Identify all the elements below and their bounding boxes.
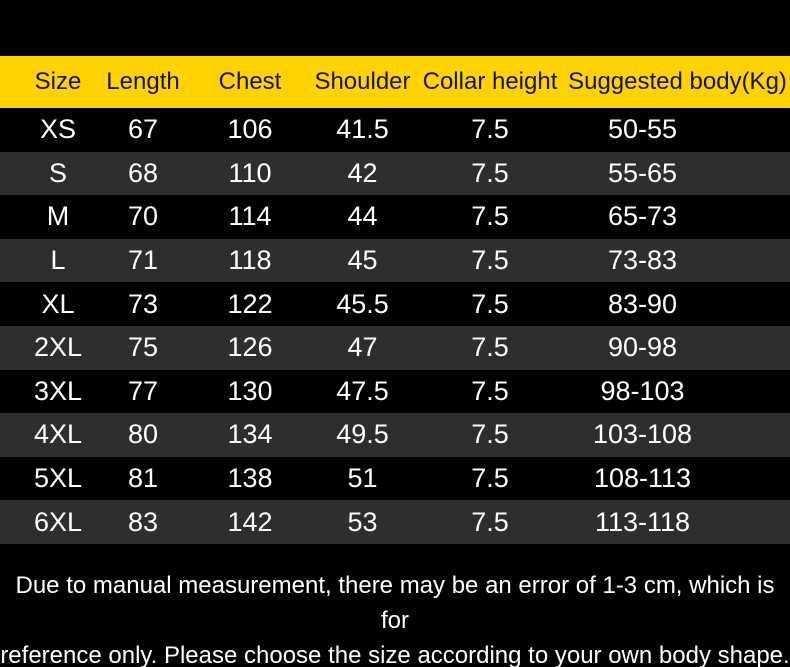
cell-shoulder: 53 [347, 506, 378, 537]
cell-collar-height: 7.5 [471, 419, 509, 450]
cell-suggested-body: 103-108 [592, 419, 693, 450]
header-size: Size [34, 68, 82, 95]
cell-shoulder: 47 [347, 332, 378, 363]
cell-collar-height: 7.5 [471, 463, 509, 494]
cell-size: 4XL [33, 419, 83, 450]
table-row [0, 370, 790, 414]
cell-collar-height: 7.5 [471, 157, 509, 188]
cell-length: 73 [127, 288, 159, 319]
cell-collar-height: 7.5 [471, 506, 509, 537]
cell-chest: 126 [227, 332, 273, 363]
cell-shoulder: 51 [347, 463, 378, 494]
cell-suggested-body: 90-98 [607, 332, 678, 363]
cell-suggested-body: 50-55 [607, 114, 678, 145]
header-length: Length [106, 68, 180, 95]
cell-length: 80 [127, 419, 159, 450]
cell-size: 3XL [33, 375, 83, 406]
cell-shoulder: 47.5 [336, 375, 389, 406]
cell-collar-height: 7.5 [471, 332, 509, 363]
cell-length: 71 [127, 245, 159, 276]
table-row [0, 152, 790, 196]
table-body [0, 108, 790, 544]
cell-length: 68 [127, 157, 159, 188]
disclaimer [0, 544, 790, 667]
table-row [0, 326, 790, 370]
cell-shoulder: 42 [347, 157, 378, 188]
cell-chest: 130 [227, 375, 273, 406]
table-row [0, 195, 790, 239]
cell-shoulder: 45.5 [336, 288, 389, 319]
cell-size: S [48, 157, 67, 188]
cell-shoulder: 41.5 [336, 114, 389, 145]
header-shoulder: Shoulder [314, 68, 411, 95]
cell-chest: 138 [227, 463, 273, 494]
cell-size: XS [39, 114, 77, 145]
cell-size: 2XL [33, 332, 83, 363]
cell-size: L [50, 245, 66, 276]
cell-chest: 106 [227, 114, 273, 145]
table-row [0, 239, 790, 283]
cell-suggested-body: 98-103 [600, 375, 685, 406]
cell-length: 83 [127, 506, 159, 537]
cell-suggested-body: 65-73 [607, 201, 678, 232]
table-row [0, 108, 790, 152]
cell-length: 70 [127, 201, 159, 232]
cell-length: 75 [127, 332, 159, 363]
table-row [0, 500, 790, 544]
cell-size: 6XL [33, 506, 83, 537]
header-chest: Chest [218, 68, 282, 95]
cell-size: M [46, 201, 70, 232]
cell-chest: 142 [227, 506, 273, 537]
cell-collar-height: 7.5 [471, 288, 509, 319]
header-collar-height: Collar height [422, 68, 558, 95]
cell-shoulder: 45 [347, 245, 378, 276]
cell-chest: 122 [227, 288, 273, 319]
cell-shoulder: 49.5 [336, 419, 389, 450]
cell-collar-height: 7.5 [471, 245, 509, 276]
cell-length: 67 [127, 114, 159, 145]
cell-shoulder: 44 [347, 201, 378, 232]
cell-suggested-body: 108-113 [593, 463, 692, 494]
cell-chest: 118 [228, 245, 272, 276]
table-row [0, 282, 790, 326]
table-header-row [0, 56, 790, 108]
cell-length: 77 [127, 375, 159, 406]
cell-suggested-body: 55-65 [607, 157, 678, 188]
cell-suggested-body: 83-90 [607, 288, 678, 319]
cell-size: XL [41, 288, 75, 319]
cell-length: 81 [127, 463, 159, 494]
top-black-band [0, 0, 790, 56]
disclaimer-line-1: Due to manual measurement, there may be an error of 1-3 cm, which is for [15, 572, 775, 634]
cell-suggested-body: 73-83 [607, 245, 678, 276]
cell-size: 5XL [33, 463, 83, 494]
cell-chest: 134 [227, 419, 273, 450]
cell-suggested-body: 113-118 [594, 506, 691, 537]
disclaimer-line-2: reference only. Please choose the size according to your own body shape. [0, 642, 790, 667]
cell-collar-height: 7.5 [471, 375, 509, 406]
cell-collar-height: 7.5 [471, 201, 509, 232]
size-chart-table [0, 56, 790, 544]
table-row [0, 457, 790, 501]
cell-chest: 114 [228, 201, 272, 232]
cell-chest: 110 [228, 157, 272, 188]
header-suggested-body: Suggested body(Kg) [568, 68, 787, 95]
cell-collar-height: 7.5 [471, 114, 509, 145]
table-row [0, 413, 790, 457]
